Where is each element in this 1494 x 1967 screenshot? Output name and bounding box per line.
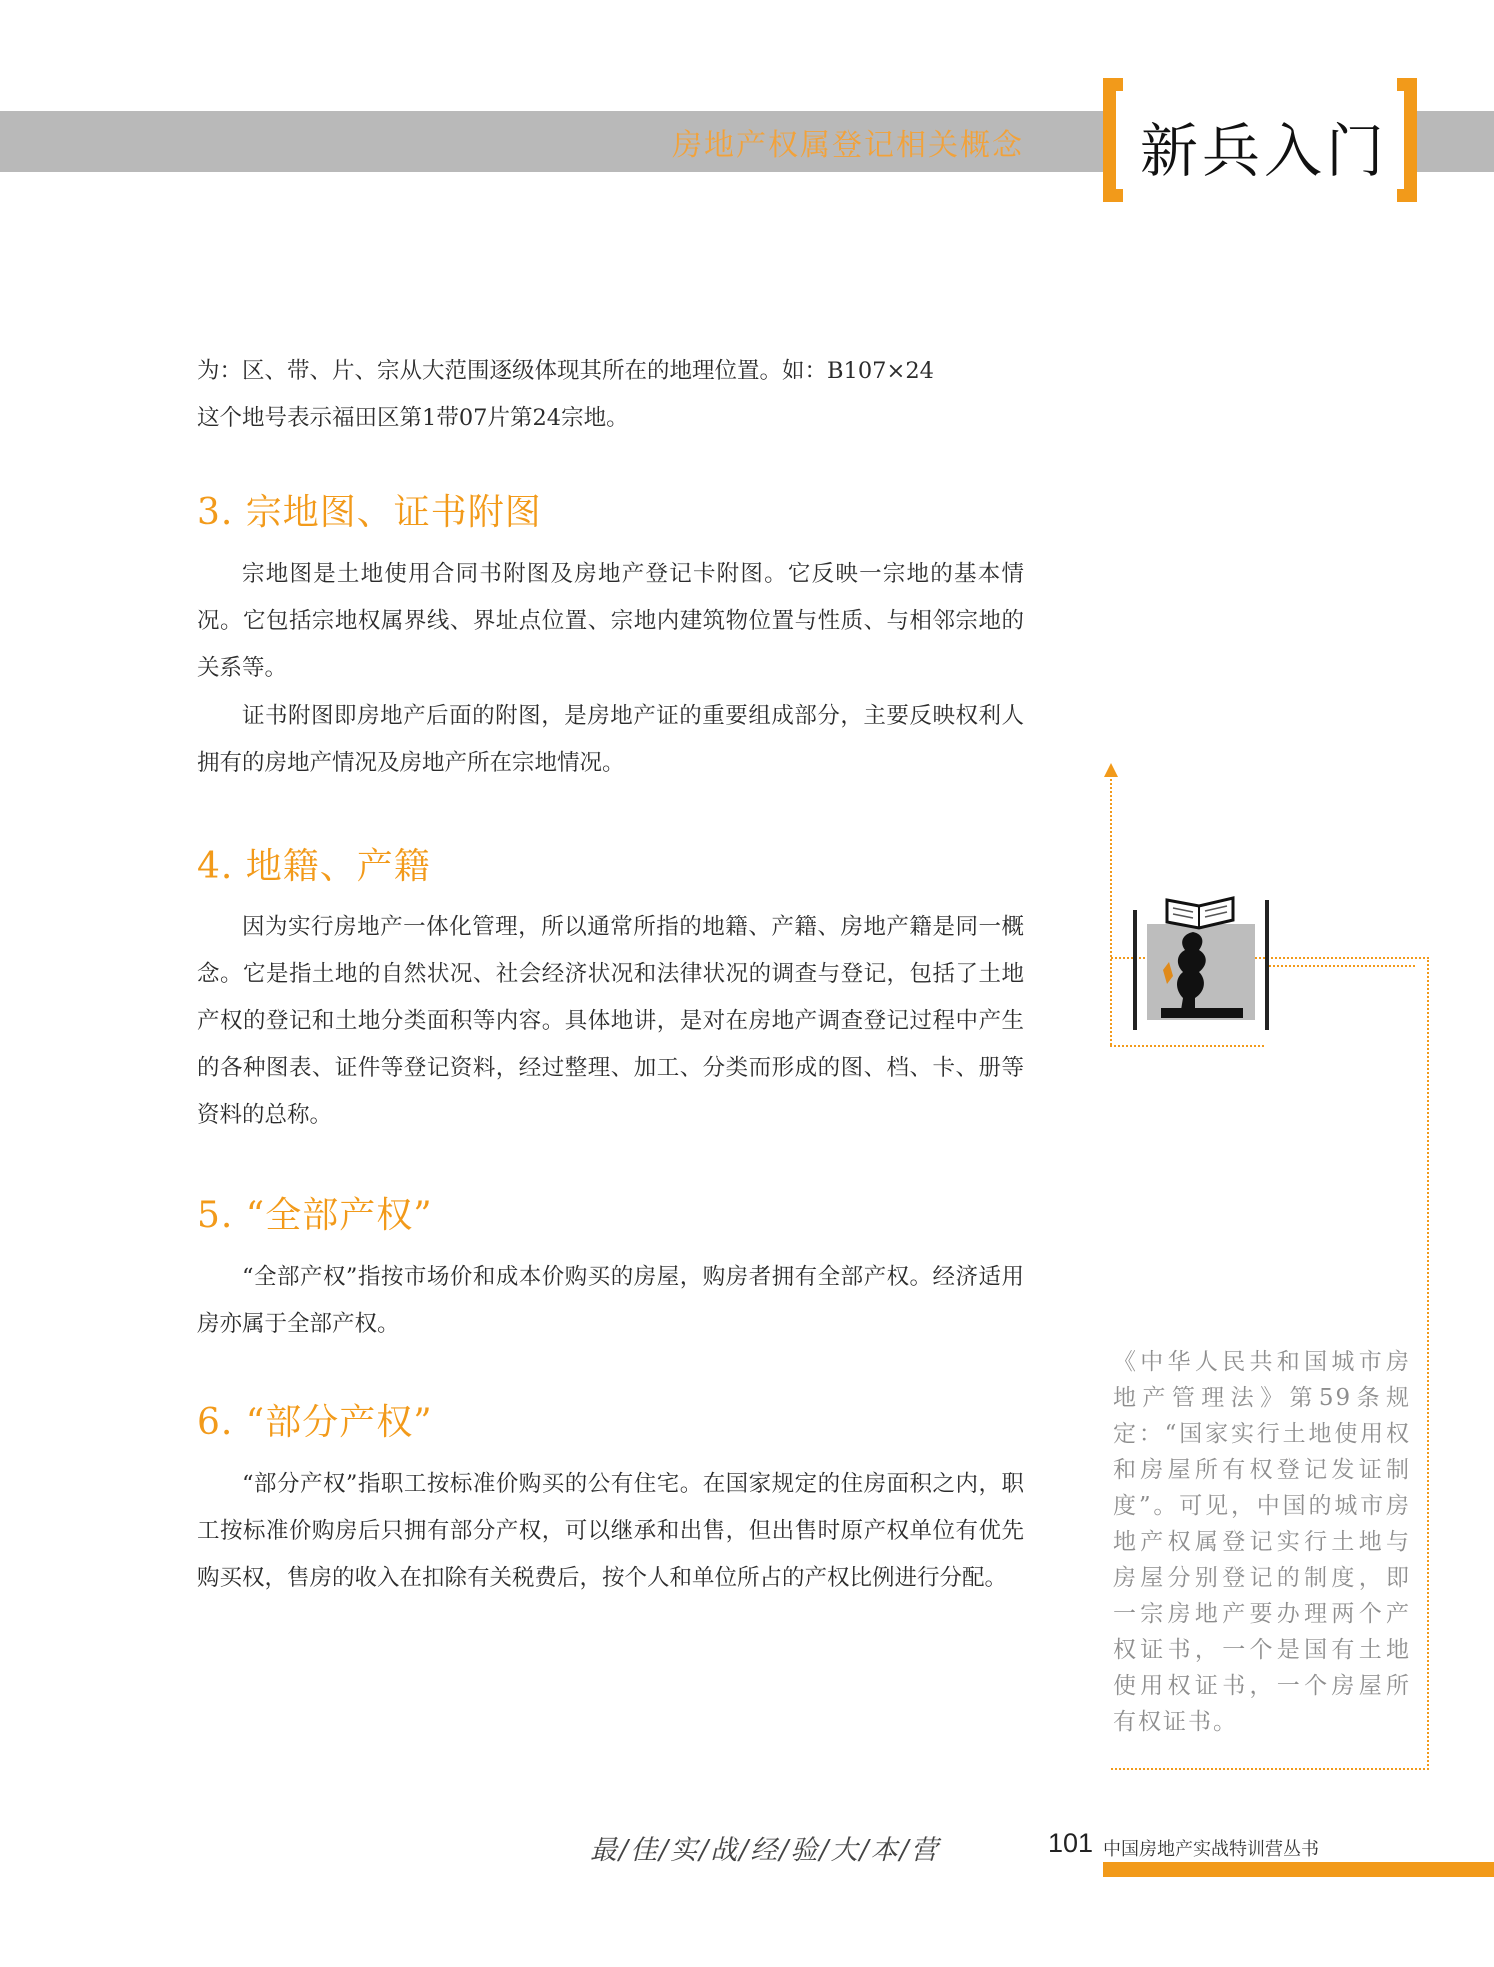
chapter-title: 房地产权属登记相关概念 <box>672 128 1024 163</box>
section-heading: 6. “部分产权” <box>197 1402 433 1443</box>
paragraph: 因为实行房地产一体化管理，所以通常所指的地籍、产籍、房地产籍是同一概念。它是指土地的自然状况、社会经济状况和法律状况的调查与登记，包括了土地产权的登记和土地分类面积等内容。具体地讲，是对在房地产调查登记过程中产生的各种图表、证件等登记资料，经过整理、加工、分类而形成的图、档、卡、册等资料的总称。 <box>197 914 1024 1128</box>
intro-line: 这个地号表示福田区第1带07片第24宗地。 <box>197 405 629 431</box>
paragraph: “部分产权”指职工按标准价购买的公有住宅。在国家规定的住房面积之内，职工按标准价购房后只拥有部分产权，可以继承和出售，但出售时原产权单位有优先购买权，售房的收入在扣除有关税费后，按个人和单位所占的产权比例进行分配。 <box>197 1471 1024 1591</box>
reading-figure-icon <box>1133 880 1273 1040</box>
paragraph: 宗地图是土地使用合同书附图及房地产登记卡附图。它反映一宗地的基本情况。它包括宗地权属界线、界址点位置、宗地内建筑物位置与性质、与相邻宗地的关系等。 <box>197 561 1024 681</box>
badge-left-bracket <box>1103 78 1123 202</box>
intro-line: 为：区、带、片、宗从大范围逐级体现其所在的地理位置。如：B107×24 <box>197 358 934 384</box>
section-body <box>197 551 1024 787</box>
paragraph: “全部产权”指按市场价和成本价购买的房屋，购房者拥有全部产权。经济适用房亦属于全部产权。 <box>197 1264 1024 1337</box>
paragraph: 证书附图即房地产后面的附图，是房地产证的重要组成部分，主要反映权利人拥有的房地产情况及房地产所在宗地情况。 <box>197 703 1024 776</box>
book-series-title: 中国房地产实战特训营丛书 <box>1103 1839 1319 1860</box>
badge-right-bracket <box>1397 78 1417 202</box>
footer-accent-bar <box>1103 1862 1494 1877</box>
section-heading: 3. 宗地图、证书附图 <box>197 492 542 533</box>
footer-slogan: 最/佳/实/战/经/验/大/本/营 <box>590 1835 940 1866</box>
section-body <box>197 1254 1024 1348</box>
section-heading: 5. “全部产权” <box>197 1195 433 1236</box>
section-body <box>197 1461 1024 1602</box>
intro-text <box>197 348 1024 442</box>
section-heading: 4. 地籍、产籍 <box>197 846 431 887</box>
badge-label: 新兵入门 <box>1140 117 1389 185</box>
sidebar-note: 《中华人民共和国城市房地产管理法》第59条规定：“国家实行土地使用权和房屋所有权登记发证制度”。可见，中国的城市房地产权属登记实行土地与房屋分别登记的制度，即一宗房地产要办理两个产权证书，一个是国有土地使用权证书，一个房屋所有权证书。 <box>1113 1349 1411 1735</box>
page-number: 101 <box>1048 1828 1094 1858</box>
section-body <box>197 904 1024 1139</box>
